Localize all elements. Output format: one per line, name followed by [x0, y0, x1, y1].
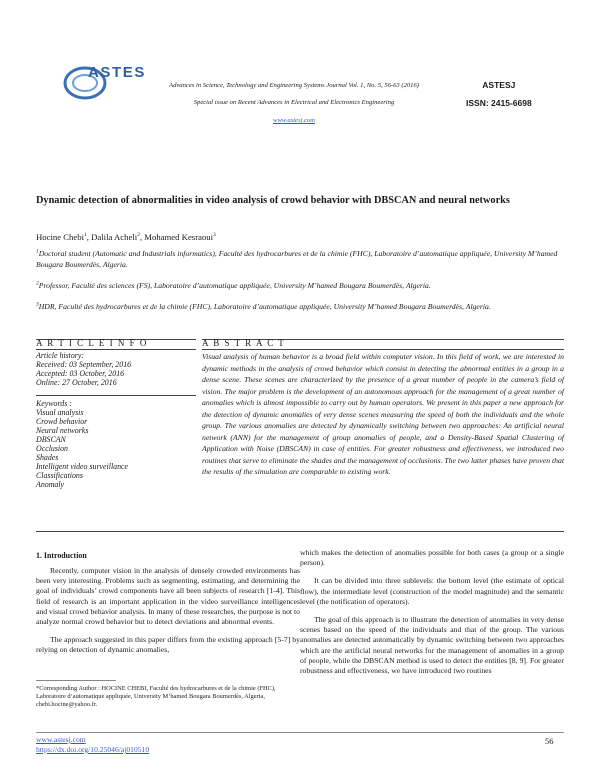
- author-list: Hocine Chebi$^1$, Dalila Acheli$^2$, Mohamed Kesraoui$^3$: [36, 232, 216, 242]
- author-name: Dalila Acheli: [91, 232, 138, 242]
- paragraph: which makes the detection of anomalies possible for both cases (a group or a single person).: [300, 548, 564, 568]
- paragraph: Recently, computer vision in the analysis of densely crowded environments has been very interesting. Problems such as segmenting, estimating, and determining the goal of individuals’ crowd components have all been subjects of research [1-4]. This field of research is an important application in the video surveillance intelligences and visual crowd behavior analysis. In many of these researches, the purpose is not to analyze normal crowd behavior but to detect deviations and abnormal events.: [36, 566, 300, 627]
- author-name: Mohamed Kesraoui: [144, 232, 214, 242]
- author-name: Hocine Chebi: [36, 232, 85, 242]
- abstract-heading: A B S T R A C T: [202, 338, 286, 348]
- paragraph: The goal of this approach is to illustrate the detection of anomalies in very dense scenes based on the speed of the individuals and that of the group. The various anomalies are detected automatically by dynamic switching between two approaches which are the artificial neural networks for the management of anomalies in a group of people, while the DBSCAN method is used to detect the entities [8, 9]. For greater robustness and effectiveness, we have introduced two routines: [300, 615, 564, 676]
- abstract-text: Visual analysis of human behavior is a broad field within computer vision. In this field of work, we are interested in dynamic methods in the analysis of crowd behavior which consist in detecting the abnormal entities in a group in a dense scene. These scenes are characterized by the presence of a great number of people in the camera’s field of vision. The major problem is the development of an autonomous approach for the management of a great number of anomalies which is almost impossible to carry out by human operators. We present in this paper a new approach for the detection of dynamic anomalies of very dense scenes measuring the speed of both the individuals and the whole group. The various anomalies are detected by dynamically switching between two approaches: An artificial neural network (ANN) for the management of group anomalies of people, and a Density-Based Spatial Clustering of Application with Noise (DBSCAN) in case of entities. For greater robustness and effectiveness, we introduced two routines that serve to eliminate the shades and the management of occlusions. The two latter phases have proven that the results of the simulation are comparable to existing work.: [202, 352, 564, 476]
- footnote: *Corresponding Author : HOCINE CHEBI, Faculté des hydrocarbures et de la chimie (FHC), Laboratoire d’automatique appliquée, University M’hamed Bougara Boumerdès, Algeria, chebi.hocine@yahoo.fr.: [36, 685, 276, 709]
- divider: [202, 349, 564, 350]
- article-info-heading: A R T I C L E I N F O: [36, 338, 148, 348]
- left-column: [36, 566, 300, 664]
- affiliation-1: $^1$Doctoral student (Automatic and Industrials informatics), Faculté des hydrocarbures et de la chimie (FHC), Laboratoire d’automatique appliquée, University M’hamed Bougara Boumerdès, Algeria.: [36, 248, 558, 269]
- keywords-list: Keywords : Visual analysis Crowd behavior Neural networks DBSCAN Occlusion Shades Intelligent video surveillance Classifications Anomaly: [36, 399, 129, 489]
- logo-text: ASTES: [88, 64, 147, 81]
- paper-title: Dynamic detection of abnormalities in video analysis of crowd behavior with DBSCAN and neural networks: [36, 195, 510, 206]
- special-issue-line: Special issue on Recent Advances in Electrical and Electronics Engineering: [193, 99, 395, 106]
- issn: ISSN: 2415-6698: [466, 98, 532, 108]
- right-column: [300, 548, 564, 684]
- divider: [36, 349, 196, 350]
- journal-abbr: ASTESJ: [482, 80, 516, 90]
- section-heading: 1. Introduction: [36, 551, 87, 560]
- paragraph: The approach suggested in this paper differs from the existing approach [5-7] by relying on detection of dynamic anomalies,: [36, 635, 300, 655]
- article-history: Article history: Received: 03 September, 2016 Accepted: 03 October, 2016 Online: 27 October, 2016: [36, 351, 132, 387]
- paragraph: It can be divided into three sublevels: the bottom level (the estimate of optical flow), the intermediate level (construction of the model magnitude) and the semantic level (the notification of operators).: [300, 576, 564, 606]
- journal-line: Advances in Science, Technology and Engineering Systems Journal Vol. 1, No. 5, 56-63 (2016): [169, 82, 419, 89]
- affiliation-2: $^2$Professor, Faculté des sciences (FS), Laboratoire d’automatique appliquée, University M’hamed Bougara Boumerdès, Algeria.: [36, 280, 431, 290]
- doi-link[interactable]: https://dx.doi.org/10.25046/aj010510: [36, 745, 150, 754]
- affiliation-3: $^3$HDR, Faculté des hydrocarbures et de la chimie (FHC), Laboratoire d’automatique appliquée, University M’hamed Bougara Boumerdès, Algeria.: [36, 301, 491, 311]
- footer-website-link[interactable]: www.astesj.com: [36, 735, 86, 744]
- divider: [36, 531, 564, 532]
- journal-website-link[interactable]: www.astesj.com: [272, 117, 315, 124]
- page-number: 56: [545, 736, 554, 746]
- divider: [36, 732, 564, 733]
- divider: [36, 395, 196, 396]
- footnote-divider: [36, 680, 116, 681]
